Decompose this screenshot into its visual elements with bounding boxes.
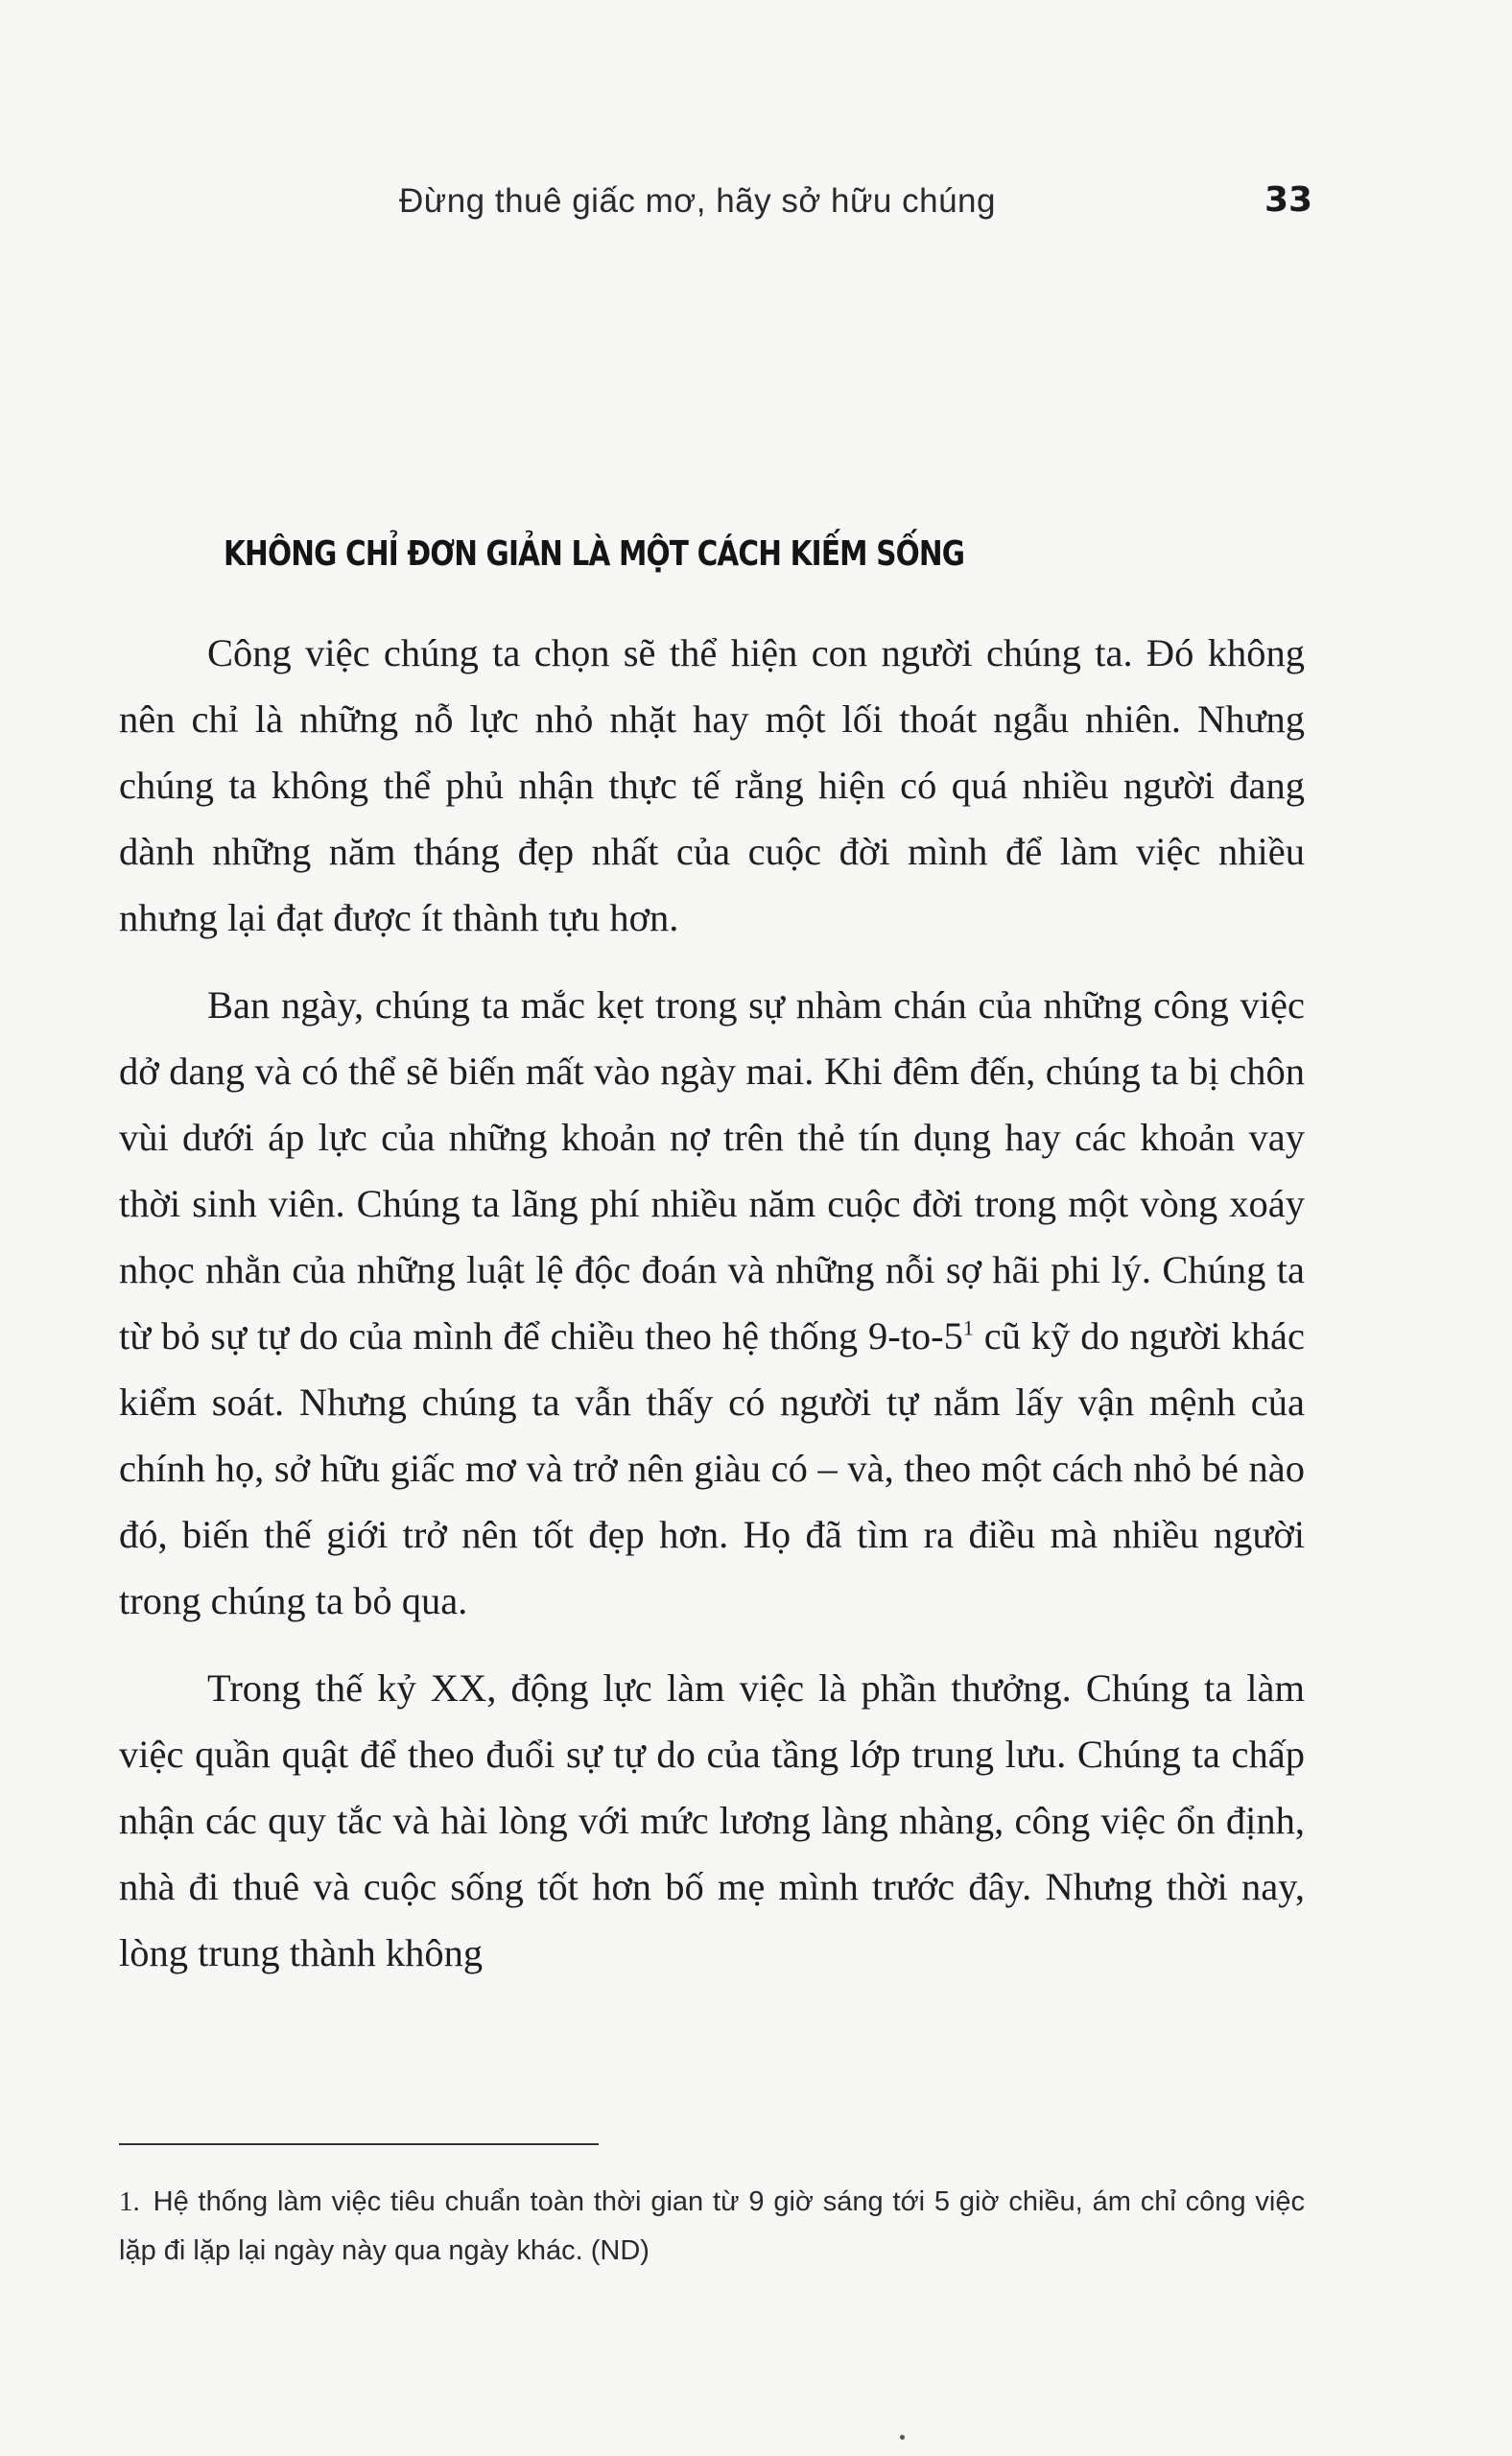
running-header: Đừng thuê giấc mơ, hãy sở hữu chúng: [399, 182, 996, 220]
section-heading: KHÔNG CHỈ ĐƠN GIẢN LÀ MỘT CÁCH KIẾM SỐNG: [224, 534, 965, 574]
footnote-marker: 1.: [119, 2186, 140, 2217]
page-number: 33: [1264, 180, 1313, 220]
footnote-text: Hệ thống làm việc tiêu chuẩn toàn thời gian từ 9 giờ sáng tới 5 giờ chiều, ám chỉ công việc lặp đi lặp lại ngày này qua ngày khác. (ND): [119, 2186, 1306, 2266]
paragraph-2-part-2: cũ kỹ do người khác kiểm soát. Nhưng chúng ta vẫn thấy có người tự nắm lấy vận mệnh của chính họ, sở hữu giấc mơ và trở nên giàu có – và, theo một cách nhỏ bé nào đó, biến thế giới trở nên tốt đẹp hơn. Họ đã tìm ra điều mà nhiều người trong chúng ta bỏ qua.: [119, 1314, 1305, 1622]
footnote-divider: [119, 2143, 599, 2145]
footnote-reference: 1: [962, 1315, 974, 1340]
paragraph-1: Công việc chúng ta chọn sẽ thể hiện con người chúng ta. Đó không nên chỉ là những nỗ lực nhỏ nhặt hay một lối thoát ngẫu nhiên. Nhưng chúng ta không thể phủ nhận thực tế rằng hiện có quá nhiều người đang dành những năm tháng đẹp nhất của cuộc đời mình để làm việc nhiều nhưng lại đạt được ít thành tựu hơn.: [119, 631, 1305, 939]
paragraph-3: Trong thế kỷ XX, động lực làm việc là phần thưởng. Chúng ta làm việc quần quật để theo đuổi sự tự do của tầng lớp trung lưu. Chúng ta chấp nhận các quy tắc và hài lòng với mức lương làng nhàng, công việc ổn định, nhà đi thuê và cuộc sống tốt hơn bố mẹ mình trước đây. Nhưng thời nay, lòng trung thành không: [119, 1666, 1305, 1974]
print-speck: [900, 2435, 905, 2440]
body-text: [119, 620, 1305, 2007]
paragraph-2-part-1: Ban ngày, chúng ta mắc kẹt trong sự nhàm chán của những công việc dở dang và có thể sẽ biến mất vào ngày mai. Khi đêm đến, chúng ta bị chôn vùi dưới áp lực của những khoản nợ trên thẻ tín dụng hay các khoản vay thời sinh viên. Chúng ta lãng phí nhiều năm cuộc đời trong một vòng xoáy nhọc nhằn của những luật lệ độc đoán và những nỗi sợ hãi phi lý. Chúng ta từ bỏ sự tự do của mình để chiều theo hệ thống 9-to-5: [119, 983, 1305, 1358]
paragraph-2: [119, 972, 1305, 1634]
footnote: [119, 2178, 1305, 2276]
